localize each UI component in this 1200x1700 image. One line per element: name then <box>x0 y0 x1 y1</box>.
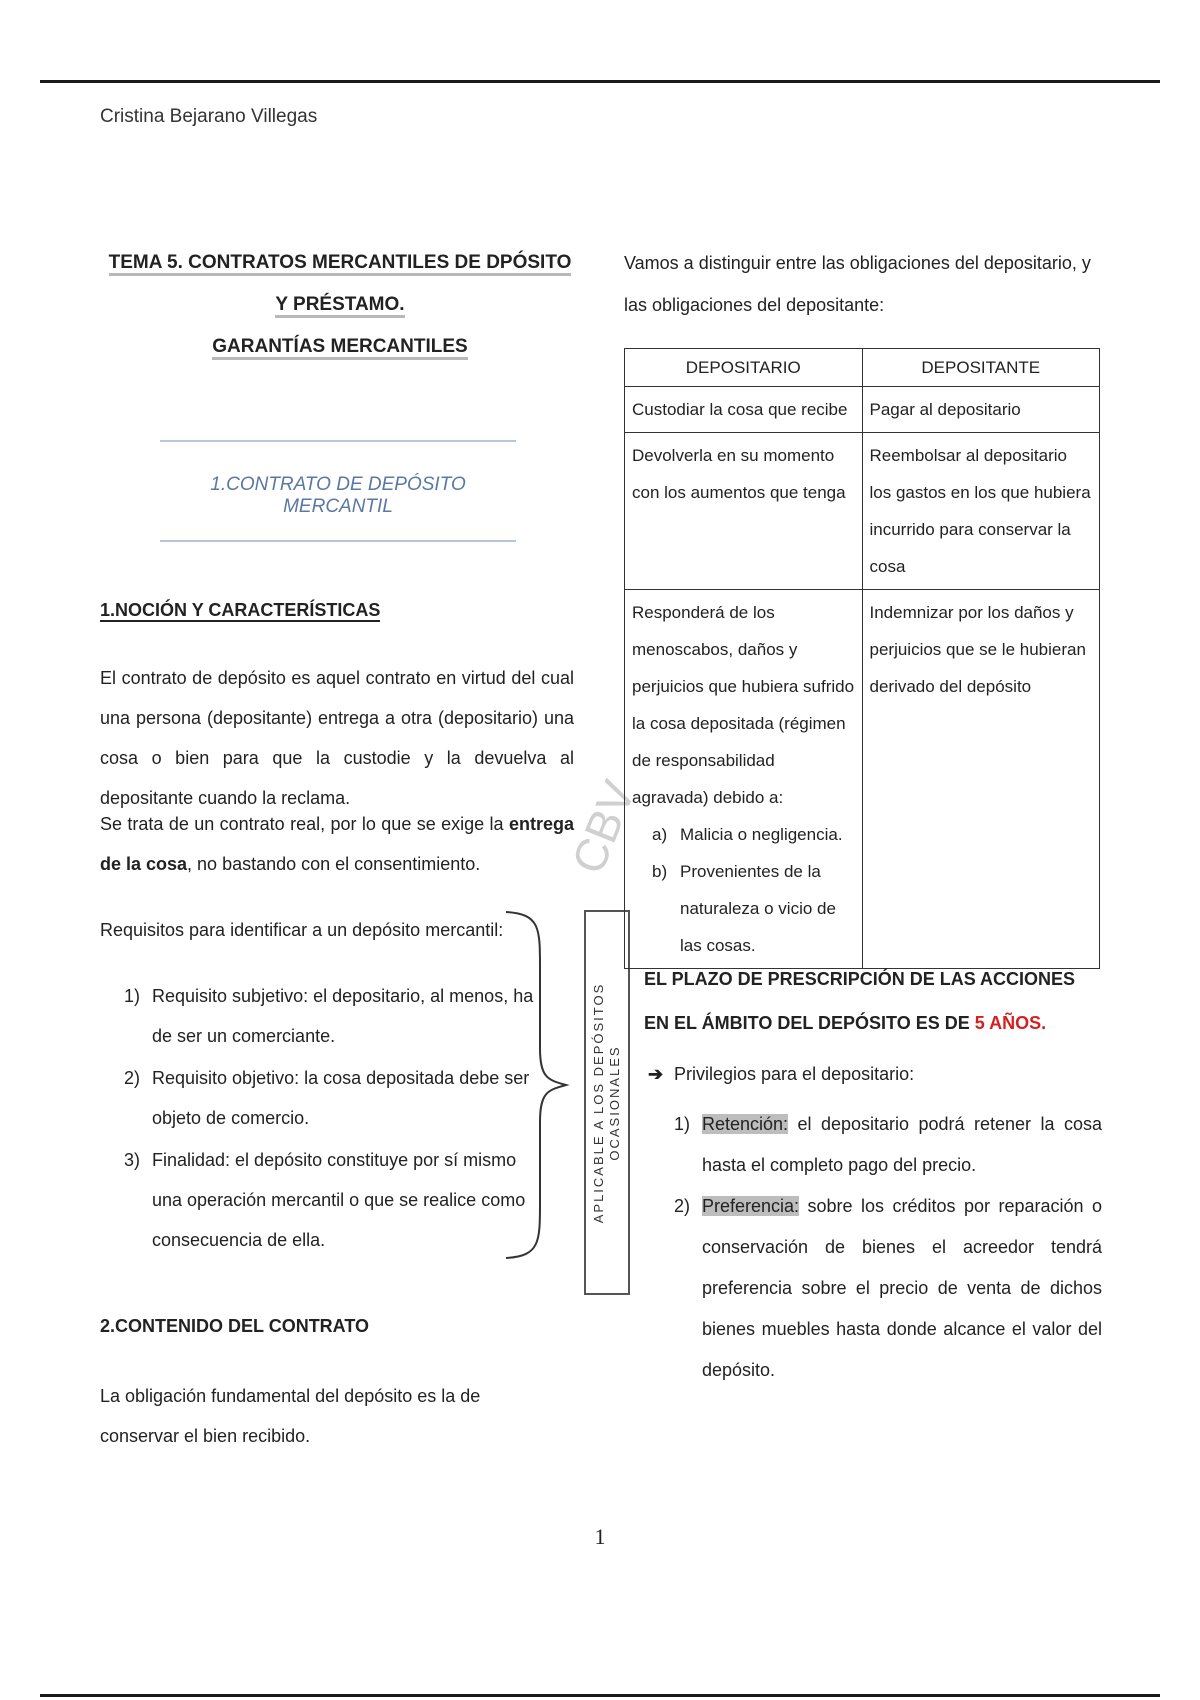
list-item-number: b) <box>652 862 668 881</box>
causas-list <box>632 816 855 964</box>
nocion-paragraph-1: El contrato de depósito es aquel contrato en virtud del cual una persona (depositante) entrega a otra (depositario) una cosa o bien para que la custodie y la devuelva al depositante cuando la reclama. <box>100 668 574 808</box>
privilegio-term: Retención: <box>702 1114 789 1134</box>
list-item <box>124 1058 544 1138</box>
privilegios-intro-text: Privilegios para el depositario: <box>674 1064 915 1084</box>
list-item-text <box>702 1186 1102 1391</box>
list-item-number: 2) <box>124 1068 141 1088</box>
paragraph-2-start: Se trata de un contrato real, por lo que se exige la <box>100 814 509 834</box>
plazo-highlight: 5 AÑOS. <box>974 1013 1047 1033</box>
list-item-number: 1) <box>124 986 141 1006</box>
list-item-number: 1) <box>674 1114 691 1134</box>
table-header-row <box>625 349 1100 387</box>
title-line-1: TEMA 5. CONTRATOS MERCANTILES DE DPÓSITO Y PRÉSTAMO. <box>109 252 572 318</box>
title-line-2: GARANTÍAS MERCANTILES <box>212 336 467 360</box>
cell-depositario: Custodiar la cosa que recibe <box>625 387 863 433</box>
top-rule <box>40 80 1160 83</box>
watermark-cbv: CBV <box>561 773 646 881</box>
author-name: Cristina Bejarano Villegas <box>100 106 318 127</box>
list-item <box>674 1186 1102 1391</box>
privilegios-list <box>674 1104 1102 1391</box>
list-item-number: 3) <box>124 1150 141 1170</box>
section-divider-bottom <box>160 540 516 542</box>
cell-depositario: Devolverla en su momento con los aumentos que tenga <box>625 433 863 590</box>
section-divider-top <box>160 440 516 442</box>
column-header-depositante: DEPOSITANTE <box>862 349 1100 387</box>
section-heading: 1.CONTRATO DE DEPÓSITO MERCANTIL <box>210 474 466 517</box>
list-item-text: Malicia o negligencia. <box>680 825 843 844</box>
list-item <box>124 1140 544 1260</box>
cell-depositante: Pagar al depositario <box>862 387 1100 433</box>
list-item <box>652 816 855 853</box>
paragraph-2-end: , no bastando con el consentimiento. <box>187 854 481 874</box>
cell-depositario <box>625 590 863 969</box>
privilegio-description: el depositario podrá retener la cosa hasta el completo pago del precio. <box>702 1114 1102 1175</box>
plazo-text: EL PLAZO DE PRESCRIPCIÓN DE LAS ACCIONES EN EL ÁMBITO DEL DEPÓSITO ES DE <box>644 969 1076 1033</box>
list-item-text <box>702 1104 1102 1186</box>
privilegios-intro <box>648 1064 914 1085</box>
privilegio-description: sobre los créditos por reparación o conservación de bienes el acreedor tendrá preferencia sobre el precio de venta de dichos bienes muebles hasta donde alcance el valor del depósito. <box>702 1196 1102 1380</box>
contenido-paragraph: La obligación fundamental del depósito es la de conservar el bien recibido. <box>100 1386 481 1446</box>
aplicable-label: APLICABLE A LOS DEPÓSITOS OCASIONALES <box>591 982 622 1223</box>
list-item-text: Provenientes de la naturaleza o vicio de las cosas. <box>680 862 836 955</box>
table-row <box>625 387 1100 433</box>
arrow-right-icon: ➔ <box>648 1064 664 1084</box>
list-item-number: 2) <box>674 1196 691 1216</box>
table-row <box>625 590 1100 969</box>
bottom-rule <box>40 1694 1160 1697</box>
requisitos-intro: Requisitos para identificar a un depósito mercantil: <box>100 920 504 940</box>
nocion-paragraph-2 <box>100 804 574 884</box>
document-title <box>100 242 580 368</box>
contenido-heading: 2.CONTENIDO DEL CONTRATO <box>100 1316 370 1336</box>
paragraph-2-bold: entrega de la cosa <box>100 814 574 874</box>
list-item-text: Finalidad: el depósito constituye por sí mismo una operación mercantil o que se realice como consecuencia de ella. <box>152 1150 526 1250</box>
cell-depositante: Indemnizar por los daños y perjuicios que se le hubieran derivado del depósito <box>862 590 1100 969</box>
list-item <box>124 976 544 1056</box>
column-header-depositario: DEPOSITARIO <box>625 349 863 387</box>
list-item-number: a) <box>652 825 668 844</box>
page-number: 1 <box>594 1524 606 1549</box>
requisitos-list <box>124 976 544 1262</box>
nocion-heading <box>100 600 380 621</box>
responsabilidad-text: Responderá de los menoscabos, daños y perjuicios que hubiera sufrido la cosa depositada (régimen de responsabilidad agravada) debido a: <box>632 603 855 807</box>
list-item <box>652 853 855 964</box>
cell-depositante: Reembolsar al depositario los gastos en los que hubiera incurrido para conservar la cosa <box>862 433 1100 590</box>
list-item-text: Requisito subjetivo: el depositario, al menos, ha de ser un comerciante. <box>152 986 534 1046</box>
privilegio-term: Preferencia: <box>702 1196 800 1216</box>
nocion-heading-text: 1.NOCIÓN Y CARACTERÍSTICAS <box>100 600 381 620</box>
table-row <box>625 433 1100 590</box>
obligaciones-intro: Vamos a distinguir entre las obligaciones del depositario, y las obligaciones del depositante: <box>624 253 1091 315</box>
list-item <box>674 1104 1102 1186</box>
curly-brace-icon <box>500 908 576 1262</box>
list-item-text: Requisito objetivo: la cosa depositada debe ser objeto de comercio. <box>152 1068 530 1128</box>
plazo-prescripcion <box>644 957 1104 1045</box>
obligaciones-table <box>624 348 1100 969</box>
